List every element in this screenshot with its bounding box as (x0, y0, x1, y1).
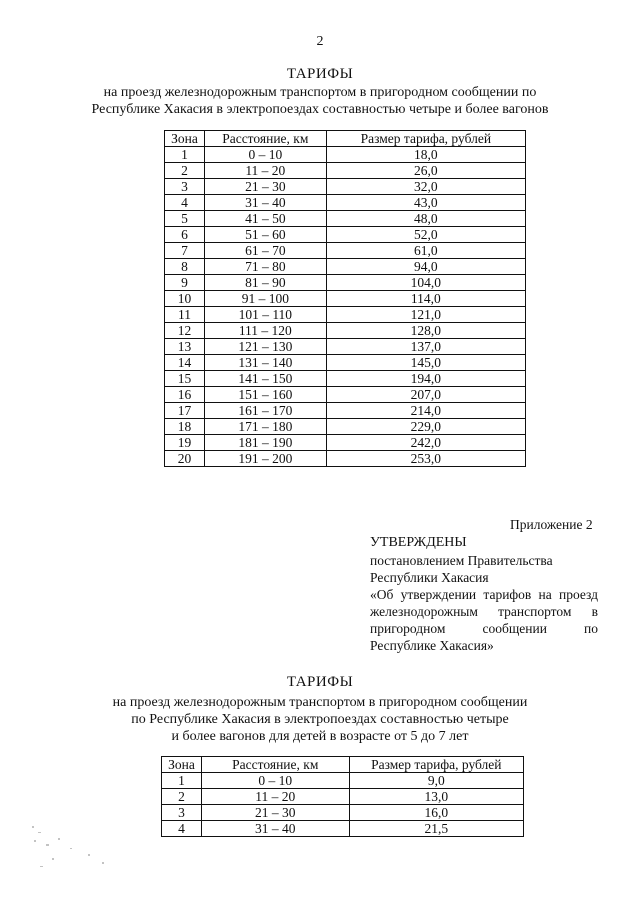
approval-text (370, 552, 598, 654)
header-zone: Зона (165, 131, 205, 147)
cell-distance: 171 – 180 (204, 419, 326, 435)
cell-fare: 32,0 (326, 179, 525, 195)
cell-zone: 2 (165, 163, 205, 179)
cell-zone: 5 (165, 211, 205, 227)
table-row (165, 339, 526, 355)
cell-distance: 0 – 10 (201, 773, 349, 789)
cell-fare: 128,0 (326, 323, 525, 339)
cell-zone: 12 (165, 323, 205, 339)
header-fare: Размер тарифа, рублей (326, 131, 525, 147)
approval-line: постановлением Правительства (370, 553, 553, 568)
table-row (162, 805, 524, 821)
cell-fare: 214,0 (326, 403, 525, 419)
table-row (165, 179, 526, 195)
cell-zone: 18 (165, 419, 205, 435)
table-row (165, 403, 526, 419)
cell-distance: 71 – 80 (204, 259, 326, 275)
cell-fare: 145,0 (326, 355, 525, 371)
table-row (165, 163, 526, 179)
cell-fare: 9,0 (349, 773, 523, 789)
table-row (162, 773, 524, 789)
cell-fare: 61,0 (326, 243, 525, 259)
cell-fare: 16,0 (349, 805, 523, 821)
approval-line: Республики Хакасия (370, 570, 489, 585)
cell-fare: 194,0 (326, 371, 525, 387)
table-row (162, 789, 524, 805)
cell-distance: 161 – 170 (204, 403, 326, 419)
cell-fare: 207,0 (326, 387, 525, 403)
cell-fare: 48,0 (326, 211, 525, 227)
cell-zone: 14 (165, 355, 205, 371)
children-tariffs-subtitle (0, 694, 640, 745)
cell-fare: 229,0 (326, 419, 525, 435)
cell-distance: 141 – 150 (204, 371, 326, 387)
table-row (165, 355, 526, 371)
cell-zone: 19 (165, 435, 205, 451)
table-row (165, 211, 526, 227)
table-row (165, 227, 526, 243)
children-tariffs-title: ТАРИФЫ (286, 674, 354, 690)
page-number: 2 (316, 34, 324, 49)
approval-line: «Об утверждении тарифов на проезд (370, 587, 598, 602)
cell-distance: 21 – 30 (201, 805, 349, 821)
cell-fare: 94,0 (326, 259, 525, 275)
subtitle-line: на проезд железнодорожным транспортом в пригородном сообщении по (103, 85, 537, 100)
table-header-row (162, 757, 524, 773)
subtitle-line: Республике Хакасия в электропоездах составностью четыре и более вагонов (91, 102, 549, 117)
cell-distance: 131 – 140 (204, 355, 326, 371)
tariffs-title: ТАРИФЫ (286, 66, 354, 82)
table-row (165, 307, 526, 323)
table-row (165, 275, 526, 291)
cell-zone: 6 (165, 227, 205, 243)
table-row (165, 451, 526, 467)
cell-fare: 242,0 (326, 435, 525, 451)
subtitle-line: на проезд железнодорожным транспортом в пригородном сообщении (112, 695, 528, 710)
cell-distance: 111 – 120 (204, 323, 326, 339)
cell-distance: 41 – 50 (204, 211, 326, 227)
cell-zone: 17 (165, 403, 205, 419)
cell-distance: 31 – 40 (204, 195, 326, 211)
cell-zone: 10 (165, 291, 205, 307)
approval-line: железнодорожным транспортом в (370, 604, 598, 619)
table-row (165, 435, 526, 451)
cell-zone: 1 (165, 147, 205, 163)
cell-distance: 21 – 30 (204, 179, 326, 195)
appendix-label: Приложение 2 (510, 517, 593, 532)
cell-fare: 137,0 (326, 339, 525, 355)
cell-fare: 43,0 (326, 195, 525, 211)
cell-distance: 11 – 20 (204, 163, 326, 179)
table-header-row (165, 131, 526, 147)
cell-distance: 31 – 40 (201, 821, 349, 837)
cell-fare: 26,0 (326, 163, 525, 179)
table-row (165, 195, 526, 211)
table-row (165, 323, 526, 339)
cell-distance: 51 – 60 (204, 227, 326, 243)
table-row (165, 419, 526, 435)
cell-zone: 3 (165, 179, 205, 195)
scan-artifact (28, 818, 128, 878)
cell-fare: 18,0 (326, 147, 525, 163)
cell-zone: 11 (165, 307, 205, 323)
cell-distance: 91 – 100 (204, 291, 326, 307)
cell-zone: 16 (165, 387, 205, 403)
cell-distance: 191 – 200 (204, 451, 326, 467)
cell-distance: 101 – 110 (204, 307, 326, 323)
cell-fare: 52,0 (326, 227, 525, 243)
cell-distance: 11 – 20 (201, 789, 349, 805)
cell-fare: 114,0 (326, 291, 525, 307)
table-row (165, 291, 526, 307)
cell-distance: 121 – 130 (204, 339, 326, 355)
cell-fare: 104,0 (326, 275, 525, 291)
cell-distance: 0 – 10 (204, 147, 326, 163)
approved-heading: УТВЕРЖДЕНЫ (370, 535, 467, 550)
header-fare: Размер тарифа, рублей (349, 757, 523, 773)
tariffs-table (164, 130, 526, 467)
cell-zone: 2 (162, 789, 202, 805)
approval-line: Республике Хакасия» (370, 638, 494, 653)
cell-fare: 21,5 (349, 821, 523, 837)
header-distance: Расстояние, км (201, 757, 349, 773)
approval-line: пригородном сообщении по (370, 621, 598, 636)
cell-zone: 13 (165, 339, 205, 355)
cell-zone: 20 (165, 451, 205, 467)
table-row (165, 147, 526, 163)
cell-distance: 181 – 190 (204, 435, 326, 451)
table-row (165, 371, 526, 387)
cell-zone: 7 (165, 243, 205, 259)
cell-distance: 61 – 70 (204, 243, 326, 259)
cell-zone: 1 (162, 773, 202, 789)
table-row (165, 259, 526, 275)
subtitle-line: и более вагонов для детей в возрасте от 5 до 7 лет (171, 729, 469, 744)
cell-fare: 13,0 (349, 789, 523, 805)
table-row (162, 821, 524, 837)
cell-zone: 4 (162, 821, 202, 837)
table-row (165, 387, 526, 403)
cell-zone: 9 (165, 275, 205, 291)
cell-zone: 3 (162, 805, 202, 821)
cell-zone: 15 (165, 371, 205, 387)
children-tariffs-table (161, 756, 524, 837)
header-distance: Расстояние, км (204, 131, 326, 147)
cell-distance: 151 – 160 (204, 387, 326, 403)
cell-distance: 81 – 90 (204, 275, 326, 291)
cell-zone: 8 (165, 259, 205, 275)
table-row (165, 243, 526, 259)
header-zone: Зона (162, 757, 202, 773)
cell-fare: 121,0 (326, 307, 525, 323)
subtitle-line: по Республике Хакасия в электропоездах составностью четыре (131, 712, 509, 727)
cell-zone: 4 (165, 195, 205, 211)
tariffs-subtitle (0, 84, 640, 118)
cell-fare: 253,0 (326, 451, 525, 467)
